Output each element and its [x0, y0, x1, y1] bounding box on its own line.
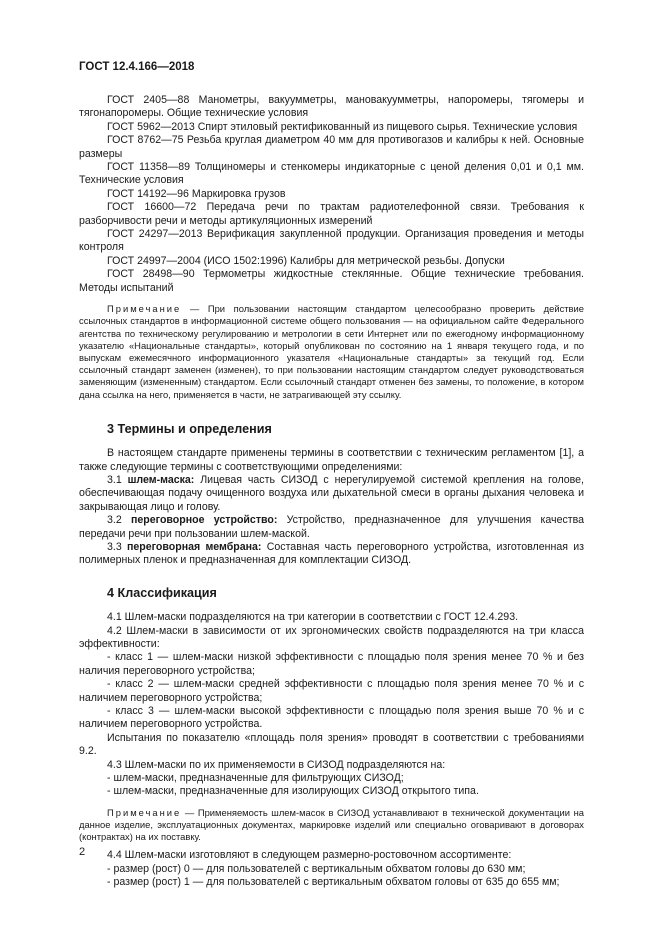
reference-item: ГОСТ 16600—72 Передача речи по трактам радиотелефонной связи. Требования к разборчивости речи и методы артикуляционных измерений	[79, 201, 584, 227]
section-3-intro: В настоящем стандарте применены термины в соответствии с техническим регламентом [1], а также следующие термины с соответствующими определениями:	[79, 447, 584, 473]
size-item: - размер (рост) 0 — для пользователей с вертикальным обхватом головы до 630 мм;	[107, 862, 526, 875]
paragraph-4-1: 4.1 Шлем-маски подразделяются на три категории в соответствии с ГОСТ 12.4.293.	[107, 611, 519, 624]
reference-item: ГОСТ 28498—90 Термометры жидкостные стеклянные. Общие технические требования. Методы испытаний	[79, 268, 584, 294]
term-number: 3.3	[107, 540, 127, 553]
document-header: ГОСТ 12.4.166—2018	[79, 61, 195, 73]
reference-item: ГОСТ 2405—88 Манометры, вакуумметры, мановакуумметры, напоромеры, тягомеры и тягонапоромеры. Общие технические условия	[79, 94, 584, 120]
reference-item: ГОСТ 5962—2013 Спирт этиловый ректификованный из пищевого сырья. Технические условия	[107, 120, 578, 133]
term-definition	[79, 541, 584, 568]
term-number: 3.1	[107, 473, 128, 486]
class-item: - класс 1 — шлем-маски низкой эффективности с площадью поля зрения менее 70 % и без наличия переговорного устройства;	[79, 651, 584, 677]
note-references	[79, 303, 584, 401]
note-label: Примечание	[107, 303, 182, 315]
class-item: - класс 2 — шлем-маски средней эффективности с площадью поля зрения менее 70 % и с наличием переговорного устройства;	[79, 678, 584, 704]
paragraph-4-3: 4.3 Шлем-маски по их применяемости в СИЗОД подразделяются на:	[107, 758, 446, 771]
reference-item: ГОСТ 24997—2004 (ИСО 1502:1996) Калибры для метрической резьбы. Допуски	[107, 254, 505, 267]
size-item: - размер (рост) 1 — для пользователей с вертикальным обхватом головы от 635 до 655 мм;	[107, 876, 560, 889]
note-label: Примечание	[107, 806, 182, 818]
term-text: Составная часть переговорного устройства, изготовленная из полимерных пленок и предназначенная для комплектации СИЗОД.	[79, 540, 584, 567]
note-applicability	[79, 807, 584, 844]
term-text: Лицевая часть СИЗОД с нерегулируемой системой крепления на голове, обеспечивающая подачу очищенного воздуха или дыхательной смеси в органы дыхания человека и закрывающая лицо и голову.	[79, 473, 584, 513]
paragraph-4-2: 4.2 Шлем-маски в зависимости от их эргономических свойств подразделяются на три класса эффективности:	[79, 624, 584, 650]
reference-item: ГОСТ 24297—2013 Верификация закупленной продукции. Организация проведения и методы контроля	[79, 228, 584, 254]
term-number: 3.2	[107, 514, 132, 527]
reference-item: ГОСТ 14192—96 Маркировка грузов	[107, 187, 286, 200]
reference-item: ГОСТ 8762—75 Резьба круглая диаметром 40 мм для противогазов и калибры к ней. Основные размеры	[79, 134, 584, 160]
page-body	[79, 94, 584, 890]
term-name: переговорная мембрана:	[127, 540, 262, 553]
applicability-item: - шлем-маски, предназначенные для фильтрующих СИЗОД;	[107, 772, 404, 785]
reference-item: ГОСТ 11358—89 Толщиномеры и стенкомеры индикаторные с ценой деления 0,01 и 0,1 мм. Технические условия	[79, 161, 584, 187]
applicability-item: - шлем-маски, предназначенные для изолирующих СИЗОД открытого типа.	[107, 785, 479, 798]
section-4-title: 4 Классификация	[107, 585, 217, 600]
term-name: шлем-маска:	[127, 473, 195, 486]
term-definition	[79, 514, 584, 541]
note-text: — Применяемость шлем-масок в СИЗОД устанавливают в технической документации на данное изделие, эксплуатационных документах, маркировке изделий или специально оговаривают в договорах (контрактах) на их поставку.	[79, 806, 584, 843]
term-text: Устройство, предназначенное для улучшения качества передачи речи при пользовании шлем-маской.	[79, 514, 585, 540]
term-definition	[79, 474, 584, 514]
paragraph-4-4: 4.4 Шлем-маски изготовляют в следующем размерно-ростовочном ассортименте:	[107, 849, 512, 862]
paragraph-test: Испытания по показателю «площадь поля зрения» проводят в соответствии с требованиями 9.2.	[79, 731, 584, 758]
term-name: переговорное устройство:	[131, 514, 278, 527]
class-item: - класс 3 — шлем-маски высокой эффективности с площадью поля зрения выше 70 % и с наличием переговорного устройства.	[79, 705, 584, 731]
section-3-title: 3 Термины и определения	[107, 421, 272, 436]
page-number: 2	[79, 846, 86, 858]
note-text: — При пользовании настоящим стандартом целесообразно проверить действие ссылочных стандартов в информационной системе общего пользования — на официальном сайте Федерального агентства по техническому регулированию и метрологии в сети Интернет или по ежегодному информационному указателю «Национальные стандарты», который опубликован по состоянию на 1 января текущего года, и по выпускам ежемесячного информационного указателя «Национальные стандарты» за текущий год. Если ссылочный стандарт заменен (изменен), то при пользовании настоящим стандартом следует руководствоваться заменяющим (измененным) стандартом. Если ссылочный стандарт отменен без замены, то положение, в котором дана ссылка на него, применяется в части, не затрагивающей эту ссылку.	[79, 303, 584, 400]
